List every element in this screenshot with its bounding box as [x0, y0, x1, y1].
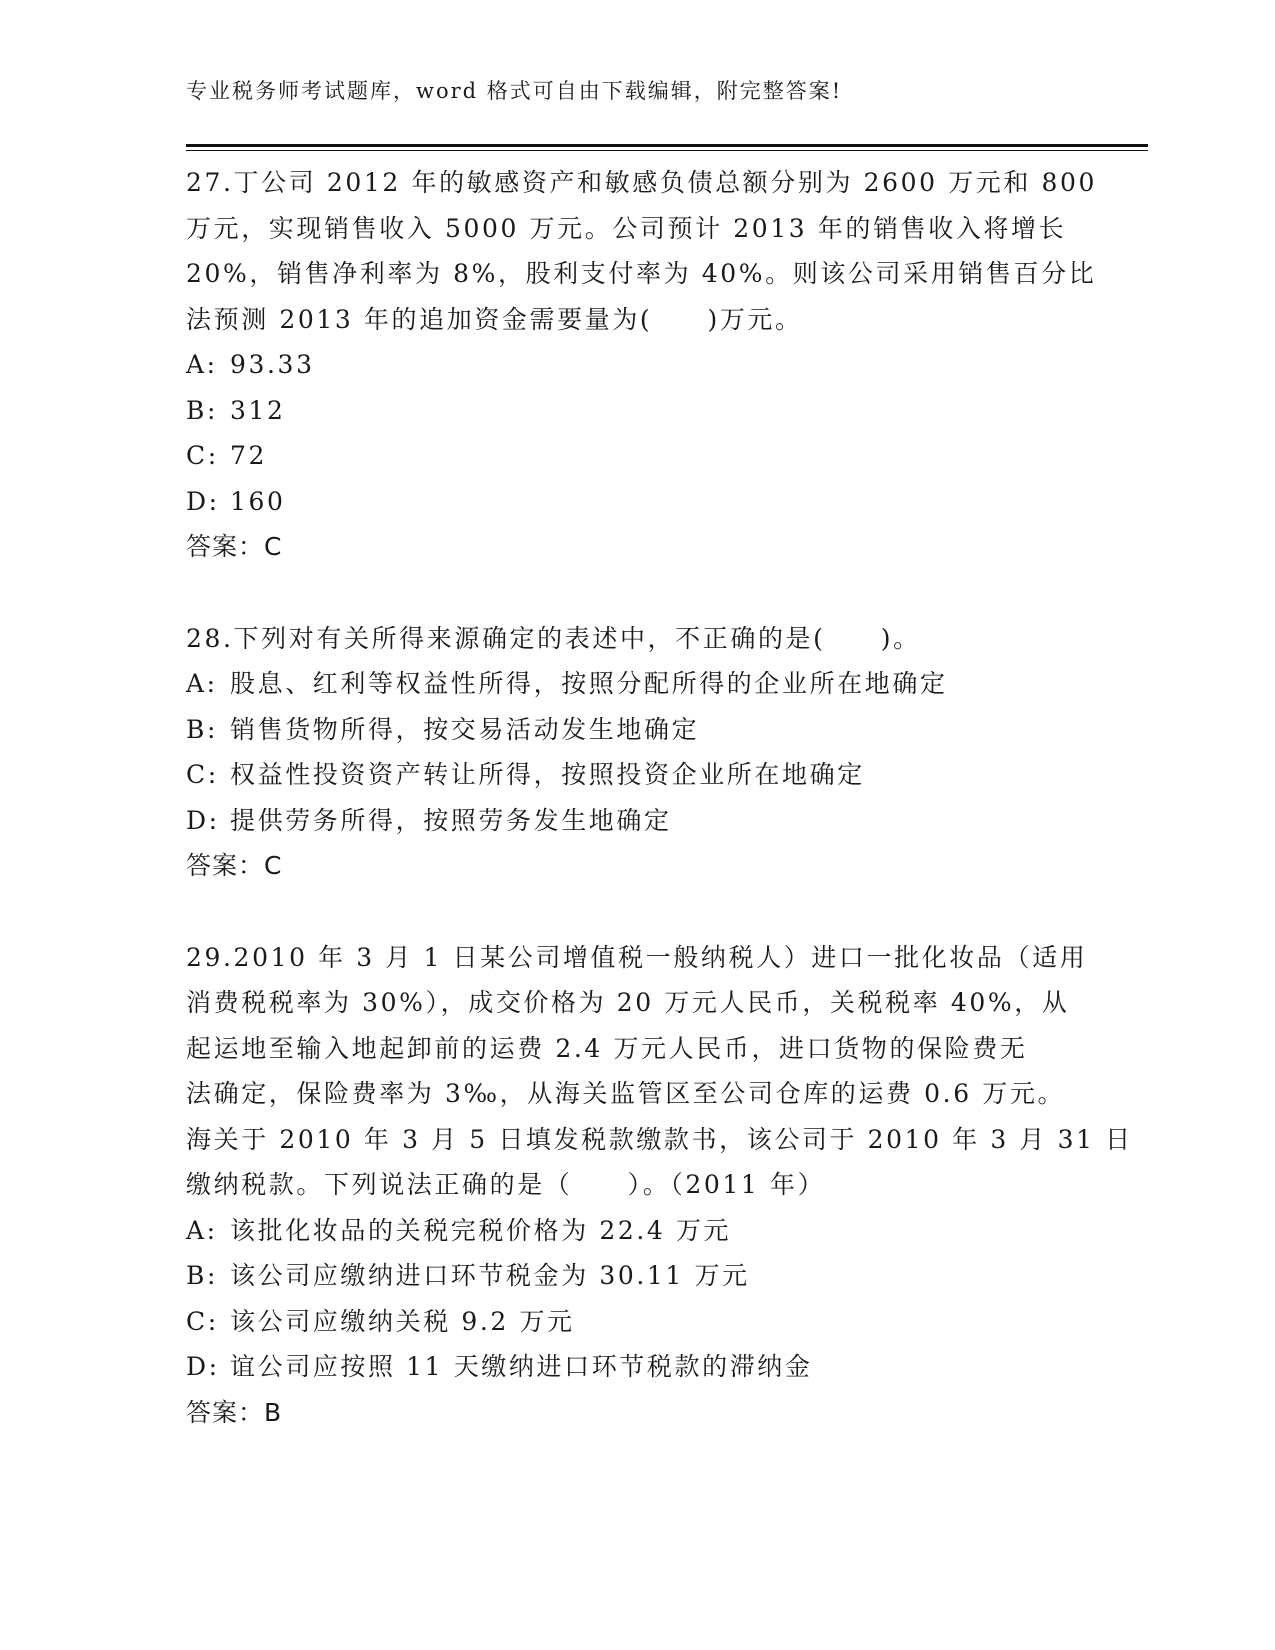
stem-line: 27.丁公司 2012 年的敏感资产和敏感负债总额分别为 2600 万元和 800: [186, 168, 1098, 197]
header-note: 专业税务师考试题库，word 格式可自由下载编辑，附完整答案!: [186, 79, 843, 103]
option-text: 销售货物所得，按交易活动发生地确定: [230, 714, 700, 744]
question-stem: [186, 935, 1133, 1208]
option-key: B:: [186, 395, 218, 425]
question-27: [186, 160, 1098, 570]
question-28: [186, 616, 1086, 889]
option-key: D:: [186, 805, 220, 835]
stem-line: 20%，销售净利率为 8%，股利支付率为 40%。则该公司采用销售百分比: [186, 259, 1097, 288]
answer-line: 答案：C: [186, 532, 283, 561]
stem-line: 法确定，保险费率为 3‰，从海关监管区至公司仓库的运费 0.6 万元。: [186, 1079, 1066, 1108]
option-text: 权益性投资资产转让所得，按照投资企业所在地确定: [230, 760, 865, 789]
option-text: 该公司应缴纳关税 9.2 万元: [230, 1306, 575, 1336]
stem-line: 万元，实现销售收入 5000 万元。公司预计 2013 年的销售收入将增长: [186, 213, 1067, 243]
option-key: B:: [186, 1261, 218, 1290]
option-key: A:: [186, 1215, 218, 1245]
option-b: [186, 388, 1086, 434]
stem-line: 法预测 2013 年的追加资金需要量为( )万元。: [186, 304, 803, 334]
answer-line: 答案：B: [186, 1397, 283, 1427]
option-key: A:: [186, 669, 218, 698]
option-key: A:: [186, 350, 218, 379]
option-d: [186, 479, 1086, 525]
option-key: B:: [186, 714, 218, 744]
option-d: [186, 798, 1086, 844]
option-b: [186, 1253, 1086, 1299]
option-text: 93.33: [230, 350, 315, 379]
option-key: D:: [186, 486, 220, 516]
stem-line: 29.2010 年 3 月 1 日某公司增值税一般纳税人）进口一批化妆品（适用: [186, 942, 1088, 972]
option-text: 72: [230, 441, 268, 470]
stem-line: 起运地至输入地起卸前的运费 2.4 万元人民币，进口货物的保险费无: [186, 1033, 1028, 1063]
option-d: [186, 1344, 1086, 1390]
option-text: 提供劳务所得，按照劳务发生地确定: [230, 805, 672, 835]
question-29: [186, 935, 1133, 1436]
option-key: C:: [186, 441, 219, 470]
option-a: [186, 342, 1086, 388]
option-a: [186, 661, 1086, 707]
spacer: [186, 570, 1086, 616]
header-rule-thick: [186, 144, 1148, 147]
option-text: 该批化妆品的关税完税价格为 22.4 万元: [230, 1215, 732, 1245]
spacer: [186, 889, 1086, 935]
option-key: C:: [186, 760, 219, 789]
option-a: [186, 1208, 1086, 1254]
option-c: [186, 1299, 1086, 1345]
answer-line: 答案：C: [186, 851, 283, 880]
option-c: [186, 433, 1086, 479]
option-text: 股息、红利等权益性所得，按照分配所得的企业所在地确定: [230, 669, 948, 698]
option-text: 该公司应缴纳进口环节税金为 30.11 万元: [230, 1261, 750, 1290]
question-stem: [186, 160, 1098, 342]
option-key: D:: [186, 1352, 220, 1381]
option-b: [186, 707, 1086, 753]
question-stem: [186, 616, 1086, 662]
stem-line: 海关于 2010 年 3 月 5 日填发税款缴款书，该公司于 2010 年 3 月 31 日: [186, 1124, 1133, 1154]
question-list: [186, 160, 1133, 1435]
option-text: 160: [230, 486, 286, 516]
header-rule-thin: [186, 150, 1148, 151]
stem-line: 消费税税率为 30%），成交价格为 20 万元人民币，关税税率 40%，从: [186, 988, 1070, 1017]
stem-line: 缴纳税款。下列说法正确的是（ ）。（2011 年）: [186, 1170, 826, 1199]
option-text: 312: [230, 395, 286, 425]
stem-line: 28.下列对有关所得来源确定的表述中，不正确的是( )。: [186, 623, 921, 653]
option-text: 谊公司应按照 11 天缴纳进口环节税款的滞纳金: [230, 1352, 813, 1381]
option-c: [186, 752, 1086, 798]
option-key: C:: [186, 1306, 219, 1336]
